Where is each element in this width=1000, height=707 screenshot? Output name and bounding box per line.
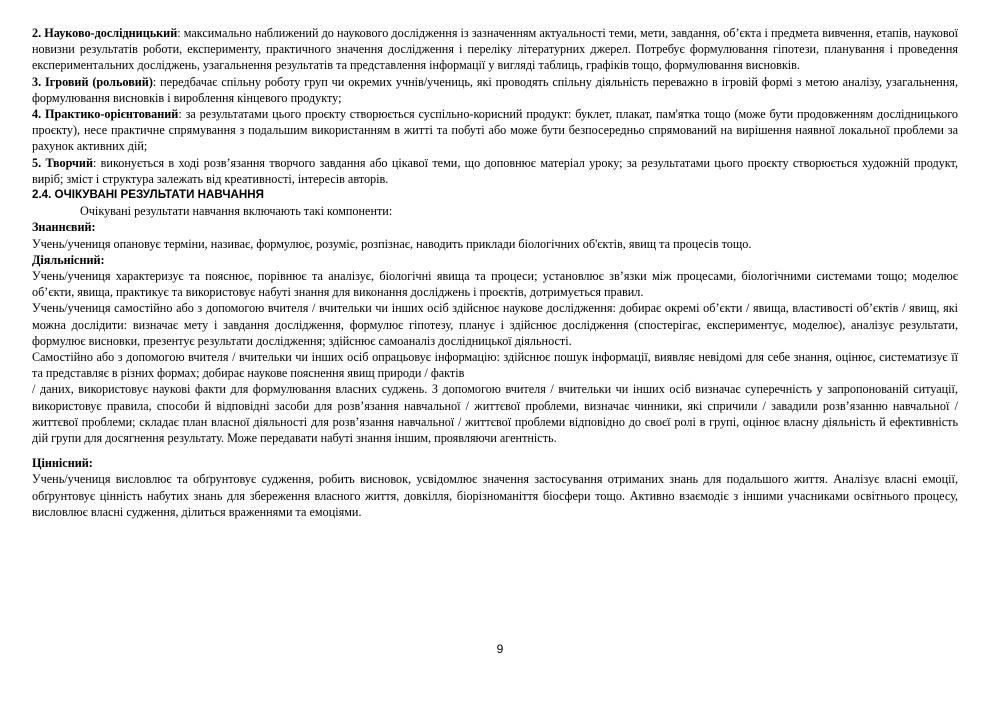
section-heading: 2.4. ОЧІКУВАНІ РЕЗУЛЬТАТИ НАВЧАННЯ <box>32 188 264 202</box>
project-type-game <box>32 74 958 106</box>
value-title: Ціннісний: <box>32 456 93 471</box>
project-type-label: 5. Творчий <box>32 155 93 170</box>
project-type-text: : передбачає спільну роботу груп чи окремих учнів/учениць, які проводять спільну діяльність переважно в ігровій формі з метою аналізу, узагальнення, формулювання висновків і вироблення кінцевого продукту; <box>32 74 958 105</box>
activity-paragraph: / даних, використовує наукові факти для формулювання власних суджень. З допомогою вчителя / вчительки чи інших осіб визначає суперечність у запропонованій ситуації, використовує правила, способи й відповідні засоби для розв’язання навчальної / життєвої проблеми, визначає чинники, які спричили / завадили розв’язанню навчальної / життєвої проблеми; складає план власної діяльності для розв’язання навчальної / життєвої проблеми відповідно до своєї ролі в групі, оцінює власну діяльність й ефективність дій групи для досягнення результату. Може передавати набуті знання іншим, проявляючи агентність. <box>32 382 958 446</box>
project-type-research <box>32 25 958 74</box>
page-content <box>32 25 958 520</box>
project-type-text: : максимально наближений до наукового дослідження із зазначенням актуальності теми, мети, завдання, об’єкта і предмета вивчення, етапів, наукової новизни результатів роботи, експерименту, практичного значення дослідження і переліку літературних джерел. Потребує формулювання гіпотези, планування і проведення експериментальних досліджень, узагальнення результатів та представлення інформації у вигляді таблиць, графіків тощо, формулювання висновків. <box>32 26 958 73</box>
intro-text: Очікувані результати навчання включають такі компоненти: <box>80 204 393 219</box>
activity-paragraph: Учень/учениця самостійно або з допомогою вчителя / вчительки чи інших осіб здійснює наукове дослідження: добирає окремі об’єкти / явища, властивості об’єктів / явищ, які можна дослідити: визначає мету і завдання дослідження, формулює гіпотезу, планує і здійснює дослідження (спостерігає, експериментує, моделює), аналізує результати, формулює висновки, презентує результати дослідження; здійснює самоаналіз дослідницької діяльності. <box>32 301 958 348</box>
page-number: 9 <box>496 642 504 656</box>
activity-paragraph: Самостійно або з допомогою вчителя / вчительки чи інших осіб опрацьовує інформацію: здійснює пошук інформації, виявляє невідомі для себе знання, оцінює, систематизує її та представляє в різних формах; добирає наукове пояснення явищ природи / фактів <box>32 350 958 381</box>
activity-title: Діяльнісний: <box>32 252 105 267</box>
project-type-text: : виконується в ході розв’язання творчого завдання або цікавої теми, що доповнює матеріал уроку; за результатами цього проєкту створюється художній продукт, виріб; зміст і структура залежать від креативності, інтересів авторів. <box>32 155 958 186</box>
project-type-practical <box>32 106 958 155</box>
knowledge-text: Учень/учениця опановує терміни, називає, формулює, розуміє, розпізнає, наводить приклади біологічних об'єктів, явищ та процесів тощо. <box>32 236 752 251</box>
project-type-creative <box>32 155 958 187</box>
knowledge-title: Знаннєвий: <box>32 220 96 235</box>
project-type-label: 2. Науково-дослідницький <box>32 26 178 40</box>
project-type-label: 4. Практико-орієнтований <box>32 107 179 122</box>
value-text: Учень/учениця висловлює та обґрунтовує судження, робить висновок, усвідомлює значення застосування отриманих знань для подальшого життя. Аналізує власні емоції, обґрунтовує цінність набутих знань для збереження власного життя, довкілля, біорізноманіття біосфери тощо. Активно взаємодіє з іншими учасниками освітнього процесу, висловлює власні судження, ділиться враженнями та емоціями. <box>32 472 958 519</box>
project-type-text: : за результатами цього проєкту створюється суспільно-корисний продукт: буклет, плакат, пам'ятка тощо (може бути продовженням дослідницького проєкту), несе практичне спрямування з подальшим використанням в житті та побуті або може бути безпосередньо спрямований на вирішення наявної локальної проблеми за рахунок активних дій; <box>32 107 958 154</box>
project-type-label: 3. Ігровий (рольовий) <box>32 74 153 89</box>
activity-paragraph: Учень/учениця характеризує та пояснює, порівнює та аналізує, біологічні явища та процеси; установлює зв’язки між процесами, біологічними системами тощо; моделює об’єкти, явища, практикує та використовує набуті знання для виконання досліджень і проєктів, дотримується правил. <box>32 269 958 300</box>
